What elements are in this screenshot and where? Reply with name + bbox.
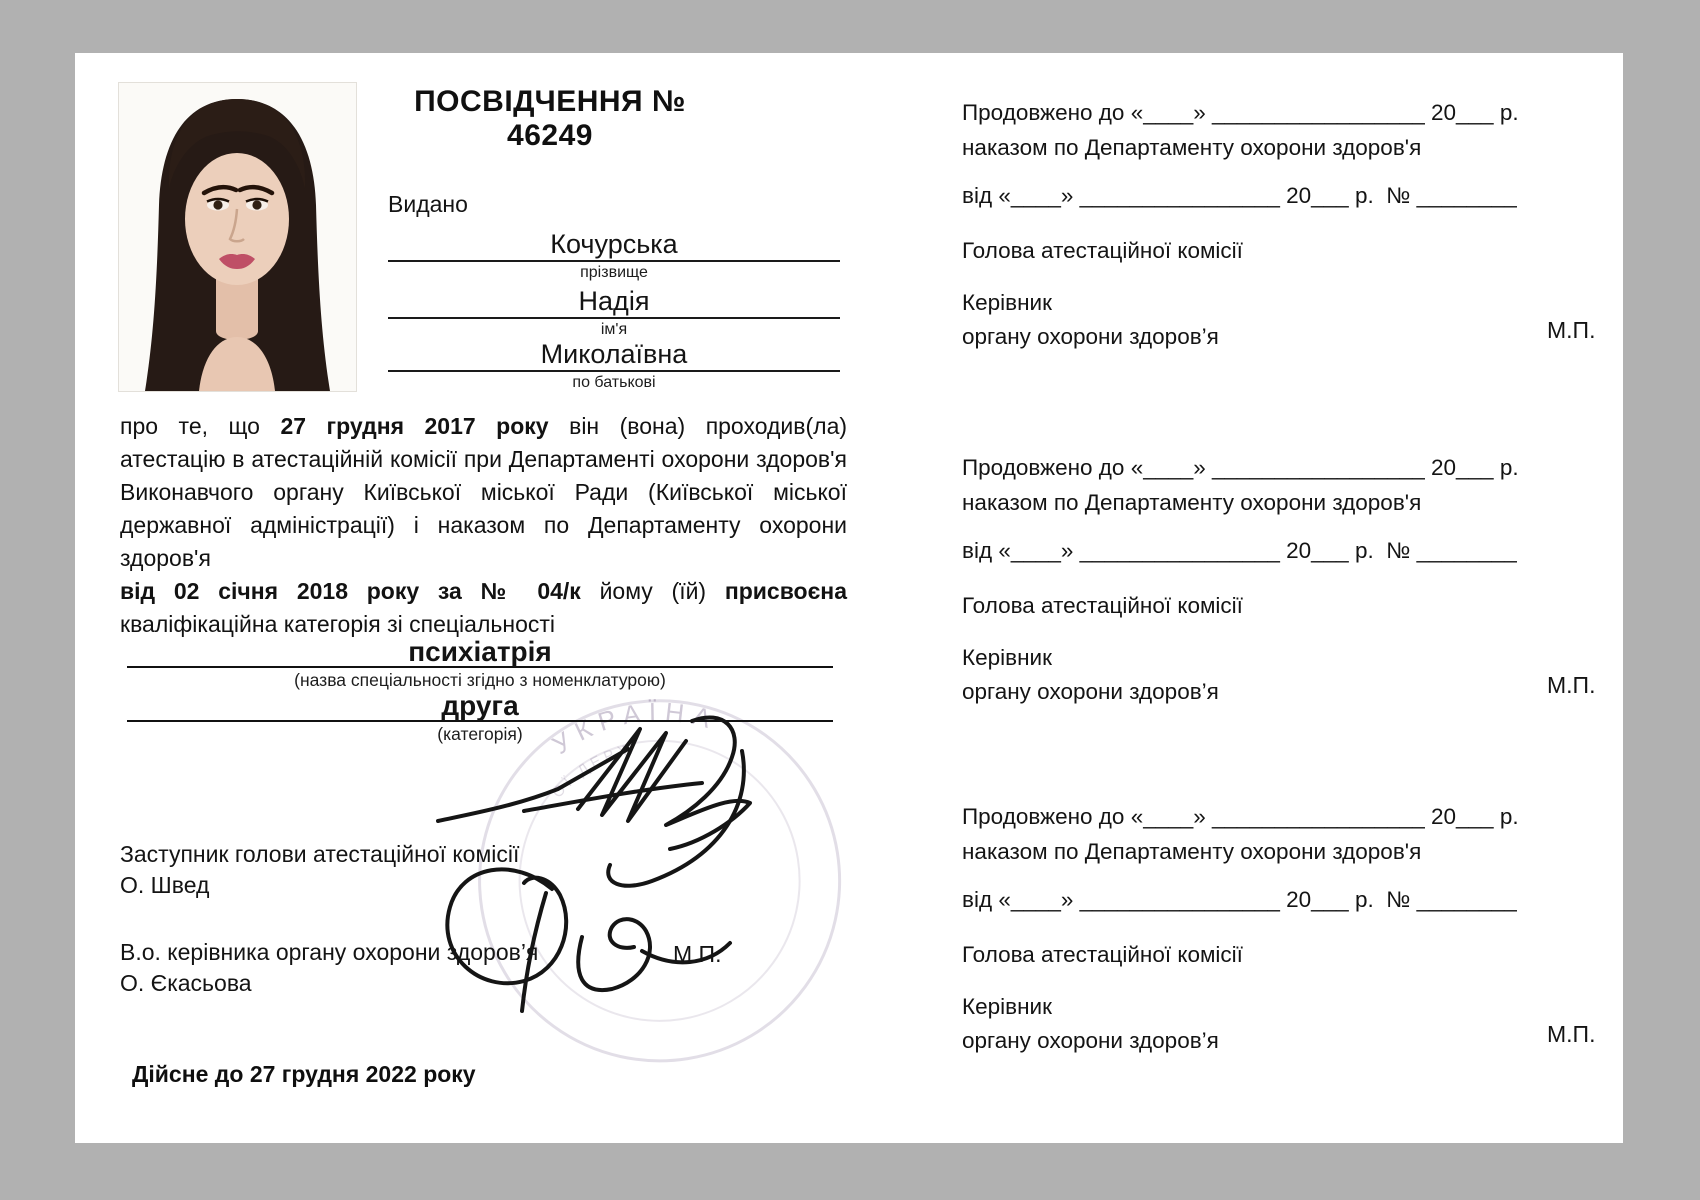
- renewal-extended-line: Продовжено до «____» _________________ 20___ р.: [962, 100, 1519, 125]
- renewal-from-line: від «____» ________________ 20___ р. № ________: [962, 183, 1517, 208]
- issued-label: Видано: [388, 191, 468, 217]
- right-iris: [252, 200, 261, 209]
- first-name-field: [388, 280, 840, 319]
- certificate-title: ПОСВІДЧЕННЯ № 46249: [414, 85, 686, 152]
- seal-place-abbr: М.П.: [1547, 1021, 1596, 1047]
- seal-place-abbr: М.П.: [1547, 672, 1596, 698]
- renewal-from-line: від «____» ________________ 20___ р. № ________: [962, 538, 1517, 563]
- body-line: атестацію в атестаційній комісії при Департаменті охорони здоров'я: [120, 446, 847, 472]
- renewal-block-2: [962, 455, 1623, 725]
- renewal-block-3: [962, 804, 1623, 1074]
- renewal-order-line: наказом по Департаменту охорони здоров'я: [962, 490, 1422, 515]
- specialty-field: [127, 608, 833, 668]
- surname-value: Кочурська: [550, 229, 678, 260]
- left-iris: [213, 200, 222, 209]
- renewal-head-line2: органу охорони здоров’я: [962, 679, 1219, 704]
- first-name-label: ім'я: [600, 321, 628, 338]
- seal-place-abbr: М.П.: [673, 941, 722, 967]
- acting-head-title: В.о. керівника органу охорони здоров’я: [120, 939, 539, 965]
- portrait-photo: [118, 82, 357, 392]
- renewal-from-line: від «____» ________________ 20___ р. № ________: [962, 887, 1517, 912]
- first-name-value: Надія: [578, 286, 650, 317]
- acting-head-name: О. Єкасьова: [120, 970, 252, 996]
- seal-place-abbr: М.П.: [1547, 317, 1596, 343]
- patronymic-value: Миколаївна: [540, 339, 688, 370]
- certificate-card: [75, 53, 1623, 1143]
- renewal-chair-label: Голова атестаційної комісії: [962, 942, 1243, 967]
- renewal-head-line1: Керівник: [962, 994, 1052, 1019]
- specialty-value: психіатрія: [408, 635, 552, 667]
- category-label: (категорія): [437, 724, 523, 744]
- renewal-head-line1: Керівник: [962, 645, 1052, 670]
- renewal-chair-label: Голова атестаційної комісії: [962, 593, 1243, 618]
- certificate-body-paragraph: [120, 410, 847, 641]
- category-value: друга: [441, 689, 519, 721]
- renewal-head-line1: Керівник: [962, 290, 1052, 315]
- body-line: державної адміністрації) і наказом по Департаменту охорони здоров'я: [120, 512, 847, 571]
- renewal-chair-label: Голова атестаційної комісії: [962, 238, 1243, 263]
- specialty-label: (назва спеціальності згідно з номенклатурою): [294, 670, 666, 690]
- body-line: кваліфікаційна категорія зі спеціальності: [120, 611, 556, 637]
- body-line: від 02 січня 2018 року за № 04/к йому (їй) присвоєна: [120, 578, 847, 604]
- stamp-ring-text: УКРАЇНА: [546, 696, 722, 760]
- renewal-block-1: [962, 100, 1623, 370]
- body-line: Виконавчого органу Київської міської Ради (Київської міської: [120, 479, 847, 505]
- deputy-chair-name: О. Швед: [120, 872, 210, 898]
- stamp-inner-text: ОЇ ДЕРЖ: [549, 740, 638, 802]
- deputy-chair-title: Заступник голови атестаційної комісії: [120, 841, 520, 867]
- acting-head-signature: [447, 869, 730, 1011]
- renewal-order-line: наказом по Департаменту охорони здоров'я: [962, 839, 1422, 864]
- surname-field: [388, 223, 840, 262]
- body-line: про те, що 27 грудня 2017 року він (вона) проходив(ла): [120, 413, 848, 439]
- valid-until-line: Дійсне до 27 грудня 2022 року: [132, 1061, 476, 1087]
- patronymic-field: [388, 333, 840, 372]
- deputy-chair-signature: [438, 717, 750, 885]
- renewal-order-line: наказом по Департаменту охорони здоров'я: [962, 135, 1422, 160]
- handwritten-signatures: [430, 689, 780, 1023]
- renewal-extended-line: Продовжено до «____» _________________ 20___ р.: [962, 804, 1519, 829]
- renewal-head-line2: органу охорони здоров’я: [962, 324, 1219, 349]
- renewal-head-line2: органу охорони здоров’я: [962, 1028, 1219, 1053]
- patronymic-label: по батькові: [572, 374, 656, 391]
- renewal-extended-line: Продовжено до «____» _________________ 20___ р.: [962, 455, 1519, 480]
- surname-label: прізвище: [580, 264, 648, 281]
